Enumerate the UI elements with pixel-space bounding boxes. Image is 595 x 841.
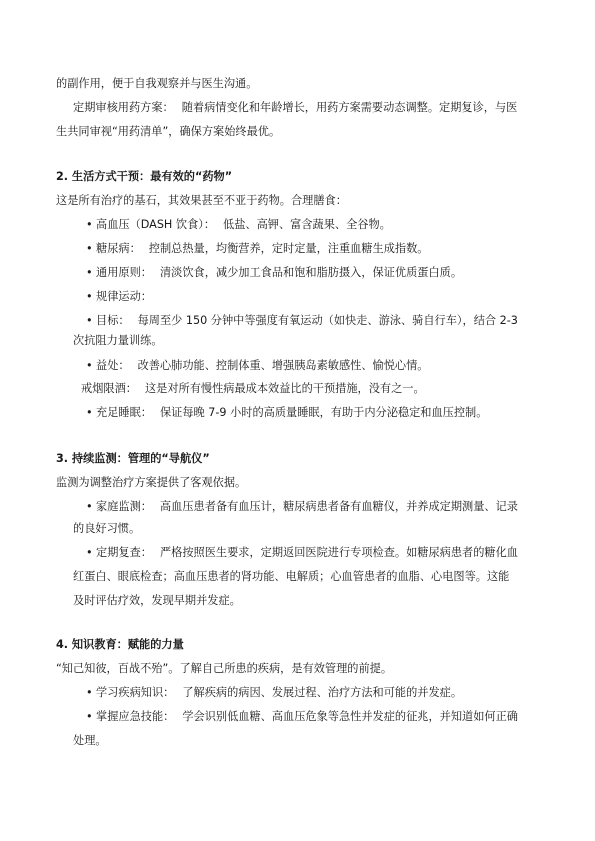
bullet-icon: • (86, 242, 93, 255)
item-text: 清淡饮食，减少加工食品和饱和脂肪摄入，保证优质蛋白质。 (159, 266, 463, 279)
list-item (86, 314, 518, 328)
item-text: 保证每晚 7-9 小时的高质量睡眠，有助于内分泌稳定和血压控制。 (159, 406, 488, 419)
item-text: 严格按照医生要求，定期返回医院进行专项检查。如糖尿病患者的糖化血 (159, 546, 518, 559)
list-item (86, 406, 487, 420)
term-label: 戒烟限酒： (81, 382, 137, 395)
list-item (86, 218, 391, 232)
section-intro: “知己知彼，百战不殆”。了解自己所患的疾病，是有效管理的前提。 (56, 662, 393, 675)
term-label: 学习疾病知识： (96, 686, 175, 699)
item-text: 低盐、高钾、富含蔬果、全谷物。 (223, 218, 391, 231)
bullet-icon: • (86, 710, 93, 723)
item-text: 这是对所有慢性病最成本效益比的干预措施，没有之一。 (144, 382, 425, 395)
item-text: 学会识别低血糖、高血压危象等急性并发症的征兆，并知道如何正确 (182, 710, 518, 723)
section-heading-4: 4. 知识教育：赋能的力量 (56, 638, 184, 651)
item-text: 了解疾病的病因、发展过程、治疗方法和可能的并发症。 (182, 686, 463, 699)
text-line: 次抗阻力量训练。 (73, 334, 163, 347)
bullet-icon: • (86, 359, 93, 372)
item-text: 改善心肺功能、控制体重、增强胰岛素敏感性、愉悦心情。 (137, 359, 429, 372)
term-label: 定期审核用药方案： (73, 101, 174, 114)
text-line: 处理。 (73, 734, 107, 747)
section-heading-3: 3. 持续监测：管理的“导航仪” (56, 452, 210, 465)
list-item (86, 359, 428, 373)
list-item (86, 710, 518, 724)
term-label: 益处： (96, 359, 130, 372)
paragraph-text: 随着病情变化和年龄增长，用药方案需要动态调整。定期复诊，与医 (181, 101, 518, 114)
bullet-icon: • (86, 500, 93, 513)
list-item (86, 266, 462, 280)
text-line: 的良好习惯。 (73, 522, 141, 535)
text-line: 生共同审视“用药清单”，确保方案始终最优。 (56, 125, 281, 138)
bullet-icon: • (86, 406, 93, 419)
section-intro: 监测为调整治疗方案提供了客观依据。 (56, 476, 247, 489)
list-item (86, 242, 428, 256)
bullet-icon: • (86, 314, 93, 327)
text-line: 红蛋白、眼底检查；高血压患者的肾功能、电解质；心血管患者的血脂、心电图等。这能 (73, 570, 510, 583)
term-label: 高血压（DASH 饮食）： (96, 218, 216, 231)
list-item (86, 290, 152, 304)
review-paragraph (73, 101, 517, 115)
bullet-icon: • (86, 266, 93, 279)
list-item (86, 500, 518, 514)
section-heading-2: 2. 生活方式干预：最有效的“药物” (56, 170, 233, 183)
term-label: 家庭监测： (96, 500, 152, 513)
item-text: 控制总热量，均衡营养，定时定量，注重血糖生成指数。 (148, 242, 429, 255)
term-label: 糖尿病： (96, 242, 141, 255)
term-label: 掌握应急技能： (96, 710, 175, 723)
term-label: 通用原则： (96, 266, 152, 279)
bullet-icon: • (86, 218, 93, 231)
section-intro: 这是所有治疗的基石，其效果甚至不亚于药物。合理膳食： (56, 194, 347, 207)
item-text: 每周至少 150 分钟中等强度有氧运动（如快走、游泳、骑自行车），结合 2-3 (137, 314, 518, 327)
text-line: 的副作用，便于自我观察并与医生沟通。 (56, 77, 258, 90)
bullet-icon: • (86, 290, 93, 303)
bullet-icon: • (86, 686, 93, 699)
term-label: 规律运动： (96, 290, 152, 303)
list-item (81, 382, 425, 396)
text-line: 及时评估疗效，发现早期并发症。 (73, 594, 241, 607)
bullet-icon: • (86, 546, 93, 559)
term-label: 充足睡眠： (96, 406, 152, 419)
term-label: 定期复查： (96, 546, 152, 559)
list-item (86, 686, 462, 700)
term-label: 目标： (96, 314, 130, 327)
list-item (86, 546, 518, 560)
item-text: 高血压患者备有血压计，糖尿病患者备有血糖仪，并养成定期测量、记录 (159, 500, 518, 513)
